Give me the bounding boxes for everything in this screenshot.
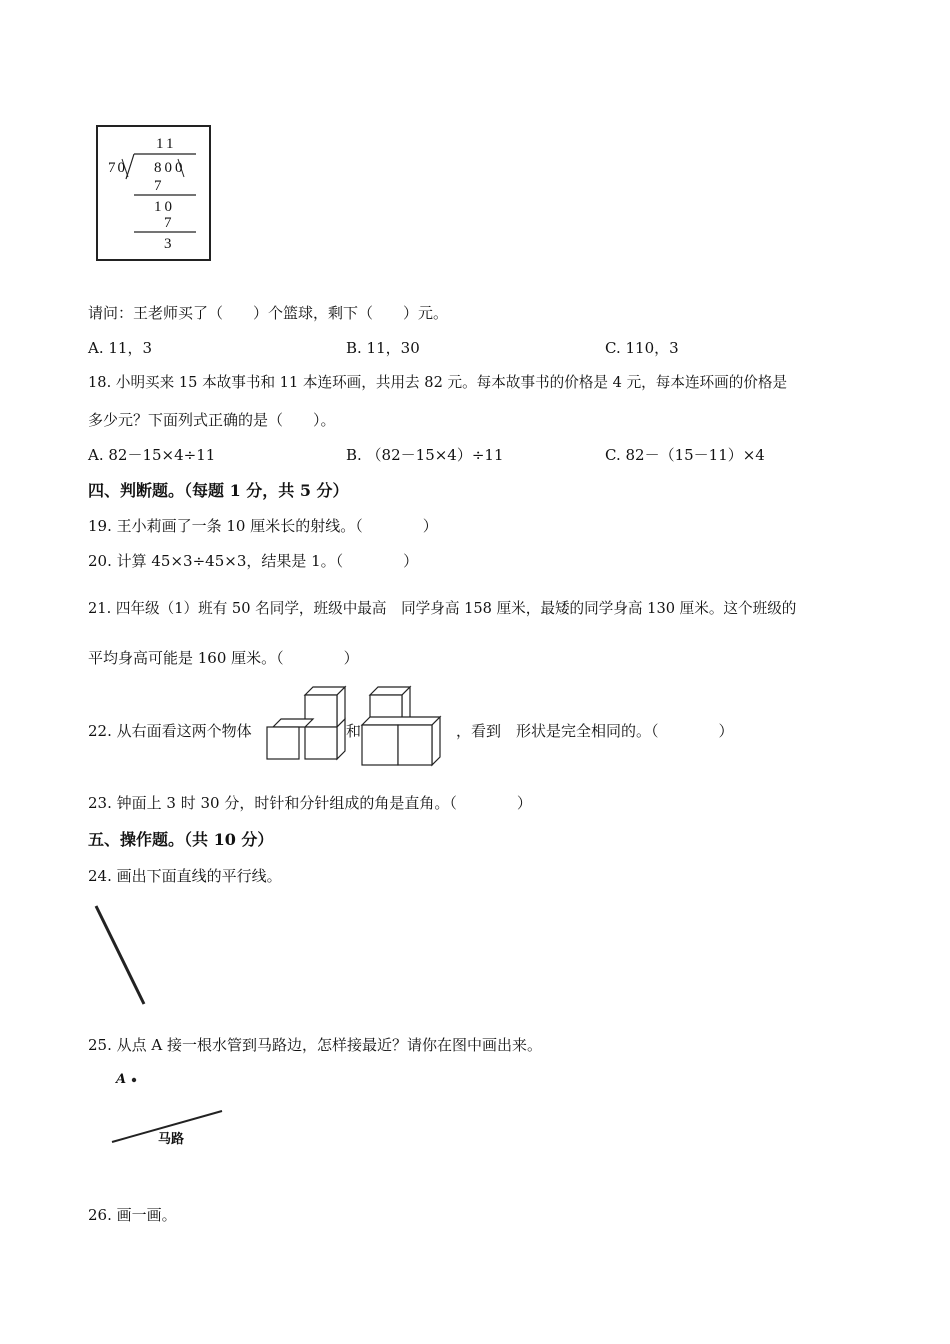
step-1: 7 xyxy=(154,178,162,194)
cube-figure-2 xyxy=(360,687,450,767)
q25-figure[interactable] xyxy=(88,1068,240,1168)
q21-line-1: 21. 四年级（1）班有 50 名同学，班级中最高 同学身高 158 厘米，最矮的同学身高 130 厘米。这个班级的 xyxy=(88,600,797,617)
step-2: 10 xyxy=(154,199,175,215)
step-3: 7 xyxy=(164,215,172,231)
section-5-title: 五、操作题。（共 10 分） xyxy=(88,830,274,849)
q24: 24. 画出下面直线的平行线。 xyxy=(88,867,282,885)
q25: 25. 从点 A 接一根水管到马路边，怎样接最近？请你在图中画出来。 xyxy=(88,1036,542,1054)
q17-option-b[interactable]: B. 11，30 xyxy=(346,339,420,357)
q17-option-c[interactable]: C. 110，3 xyxy=(605,339,679,357)
point-a-label: A xyxy=(116,1072,127,1087)
quotient: 11 xyxy=(156,136,177,152)
q17-prompt: 请问：王老师买了（ ）个篮球，剩下（ ）元。 xyxy=(88,304,449,322)
q23: 23. 钟面上 3 时 30 分，时针和分针组成的角是直角。（ ） xyxy=(88,794,532,812)
division-figure xyxy=(96,125,211,261)
q22-prefix: 22. 从右面看这两个物体 xyxy=(88,722,252,740)
divisor: 70 xyxy=(108,160,127,176)
q18-option-a[interactable]: A. 82－15×4÷11 xyxy=(88,446,216,464)
q20: 20. 计算 45×3÷45×3，结果是 1。（ ） xyxy=(88,552,419,570)
q21-line-2: 平均身高可能是 160 厘米。（ ） xyxy=(88,649,359,667)
remainder: 3 xyxy=(164,236,172,252)
q18-line-1: 18. 小明买来 15 本故事书和 11 本连环画，共用去 82 元。每本故事书的价格是 4 元，每本连环画的价格是 xyxy=(88,374,788,391)
q26: 26. 画一画。 xyxy=(88,1206,177,1224)
road-line xyxy=(88,1068,240,1168)
dividend: 800 xyxy=(154,160,186,176)
section-4-title: 四、判断题。（每题 1 分，共 5 分） xyxy=(88,481,349,500)
q18-option-b[interactable]: B. （82－15×4）÷11 xyxy=(346,446,504,464)
q18-option-c[interactable]: C. 82－（15－11）×4 xyxy=(605,446,765,464)
q19: 19. 王小莉画了一条 10 厘米长的射线。（ ） xyxy=(88,517,438,535)
q22-and: 和 xyxy=(346,722,362,740)
q17-option-a[interactable]: A. 11，3 xyxy=(88,339,152,357)
road-label: 马路 xyxy=(158,1132,185,1147)
cube-figure-1 xyxy=(265,687,345,767)
q22-suffix: ，看到 形状是完全相同的。（ ） xyxy=(456,722,734,740)
q18-line-2: 多少元？下面列式正确的是（ ）。 xyxy=(88,411,336,429)
q24-line[interactable] xyxy=(90,900,150,1010)
